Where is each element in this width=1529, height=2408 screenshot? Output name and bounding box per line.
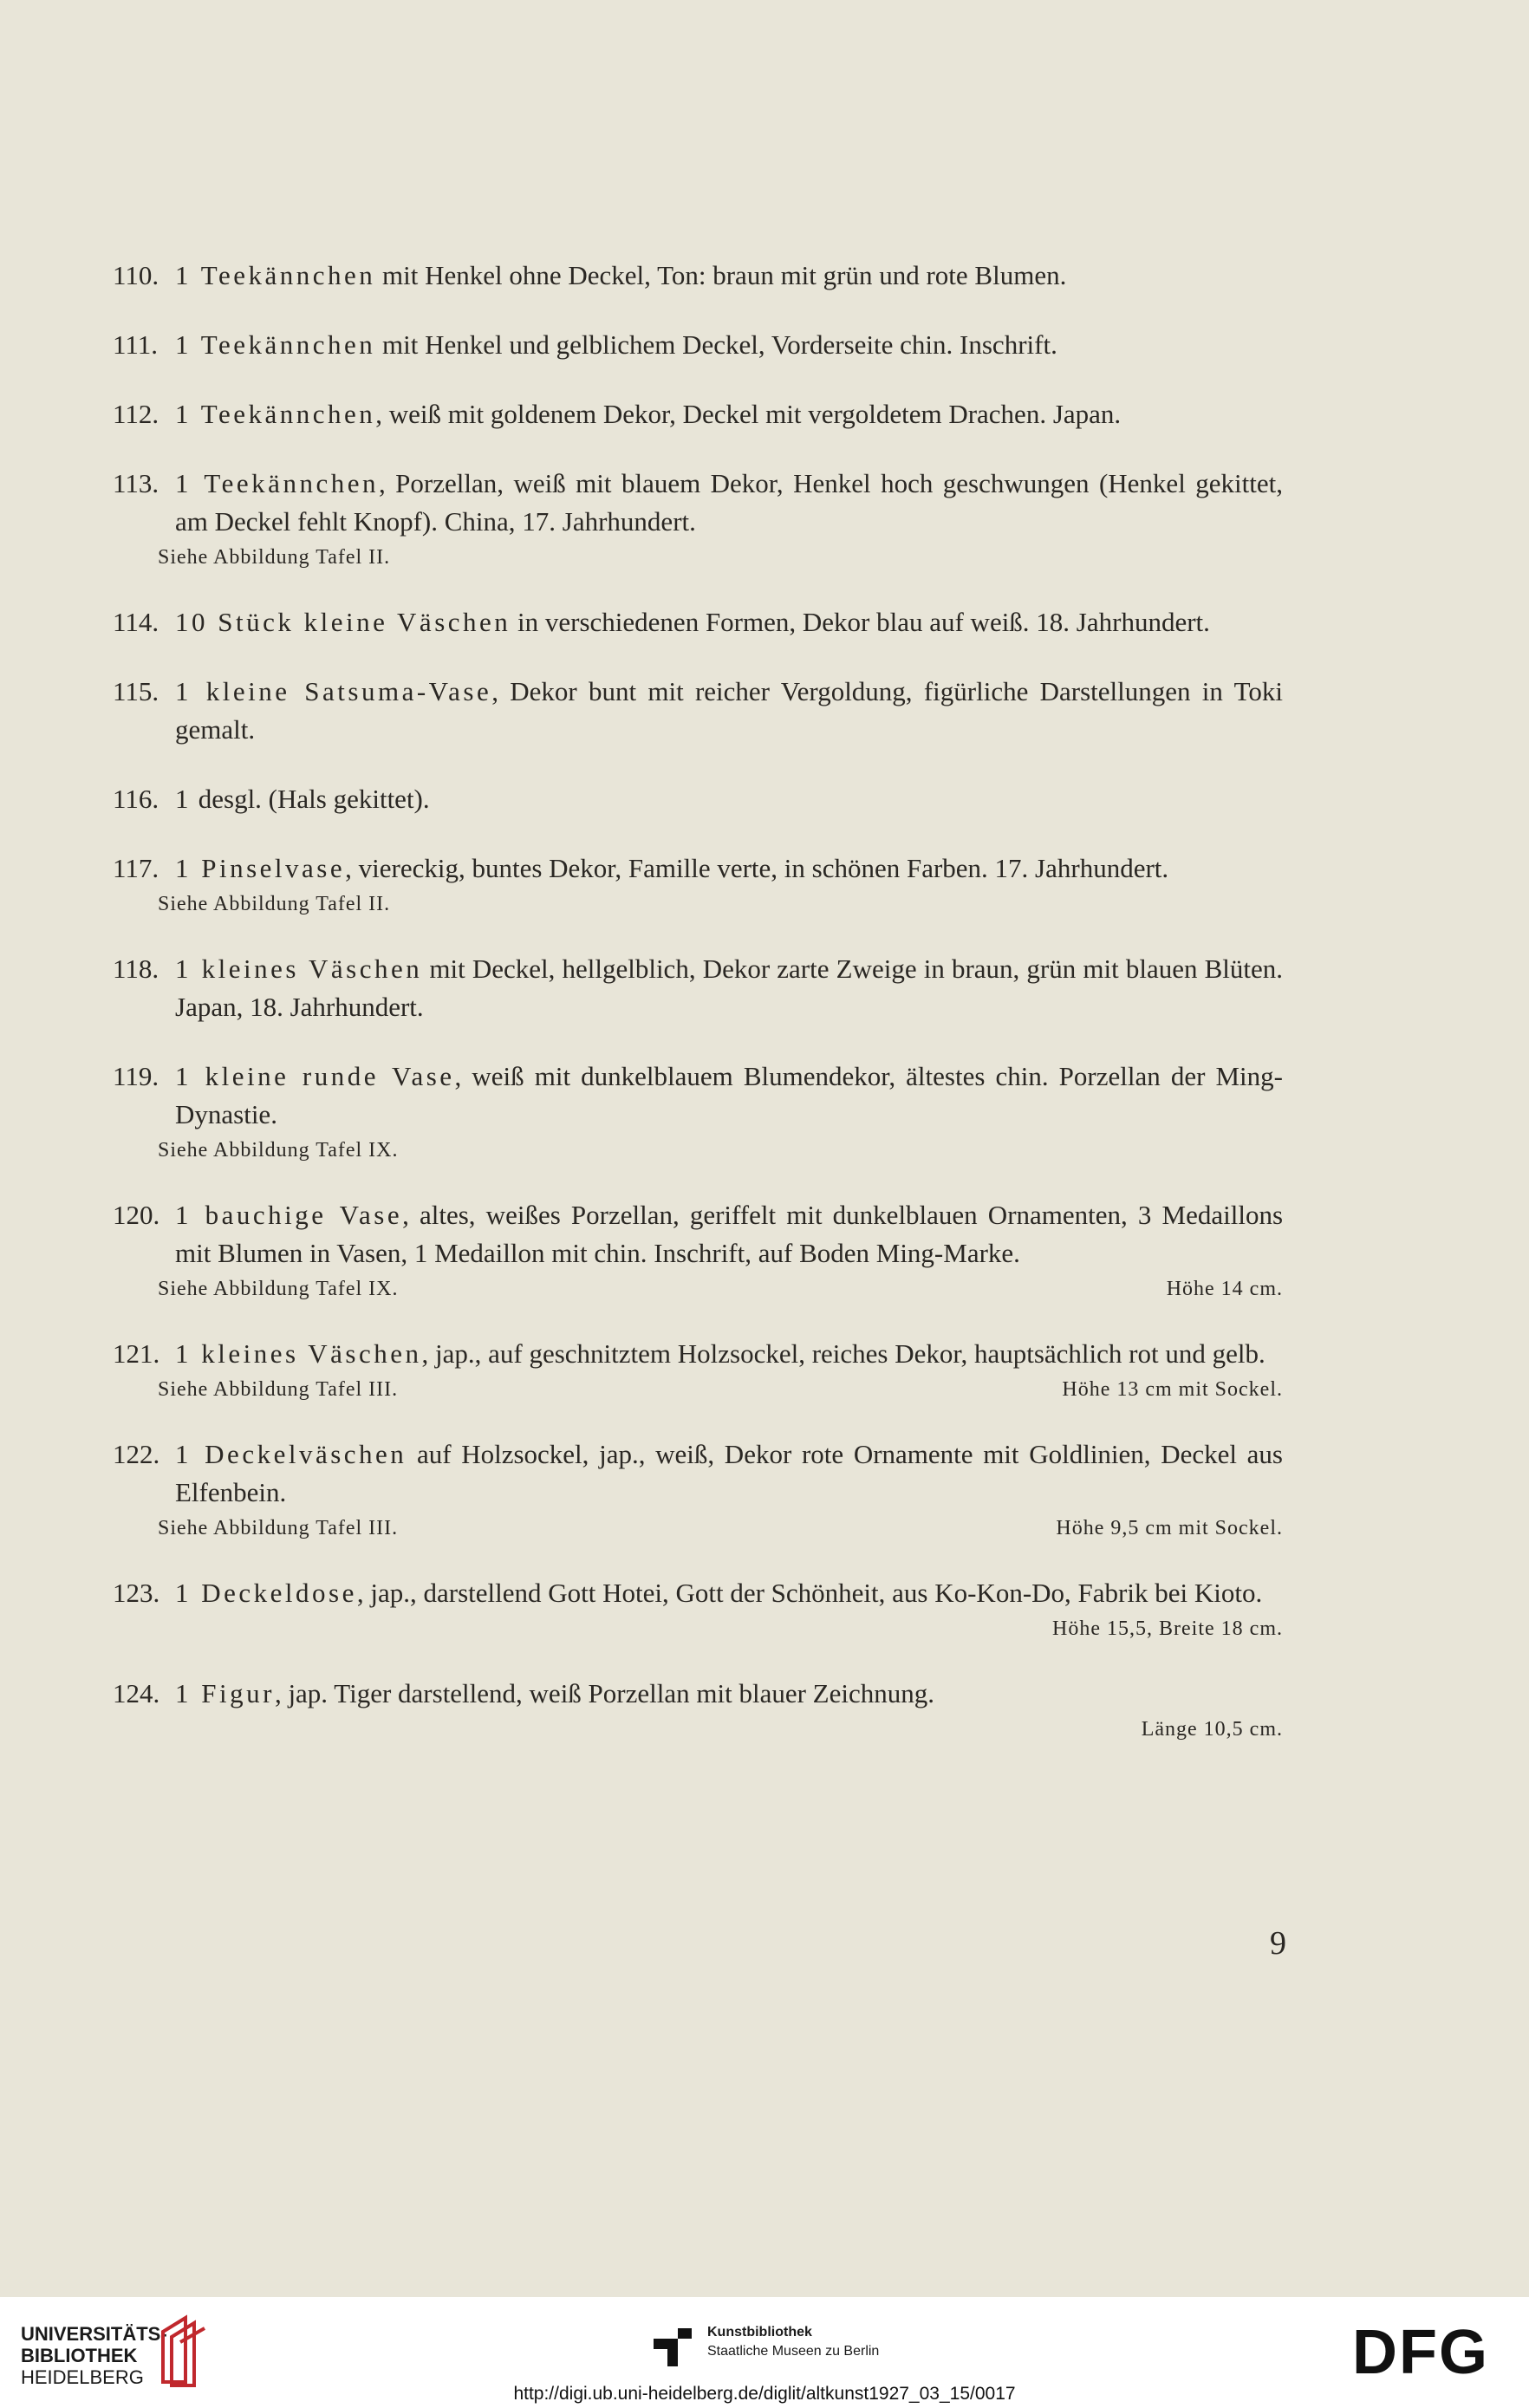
entry-description [175, 1435, 1283, 1512]
entry-lead: 1 bauchige Vase [175, 1200, 403, 1230]
entry-note [158, 1375, 1283, 1404]
entry-lead: 1 Deckelväschen [175, 1439, 407, 1469]
entry-note [158, 889, 1283, 919]
entry-number: 121. [113, 1338, 160, 1369]
catalog-entry [113, 1335, 1283, 1404]
entry-lead: 1 Deckeldose [175, 1578, 357, 1608]
entry-description [175, 395, 1283, 433]
entry-lead: 1 Teekännchen [175, 399, 376, 429]
entry-number: 118. [113, 953, 159, 984]
entry-text: , jap. Tiger darstellend, weiß Porzellan mit blauer Zeichnung. [274, 1678, 934, 1708]
entry-text: auf Holzsockel, jap., weiß, Dekor rote Ornamente mit Goldlinien, Deckel aus Elfenbein. [175, 1439, 1283, 1507]
entry-note [158, 1513, 1283, 1543]
entry-description [175, 673, 1283, 749]
catalog-entry [113, 603, 1283, 641]
dimensions: Höhe 14 cm. [1166, 1278, 1283, 1300]
entry-text: mit Deckel, hellgelblich, Dekor zarte Zweige in braun, grün mit blauen Blüten. Japan, 18. Jahrhundert. [175, 953, 1283, 1022]
entry-lead: 1 [175, 784, 192, 814]
entry-description [175, 1675, 1283, 1713]
entry-number: 113. [113, 468, 159, 498]
illustration-reference: Siehe Abbildung Tafel IX. [158, 1139, 399, 1162]
entry-description [175, 780, 1283, 818]
entry-note [158, 1136, 1283, 1165]
entry-description [175, 326, 1283, 364]
permalink-url[interactable]: http://digi.ub.uni-heidelberg.de/diglit/altkunst1927_03_15/0017 [513, 2384, 1016, 2404]
entry-description [175, 1335, 1283, 1373]
entry-number: 119. [113, 1061, 159, 1091]
entry-text: mit Henkel und gelblichem Deckel, Vorderseite chin. Inschrift. [375, 329, 1057, 360]
entry-lead: 1 Teekännchen [175, 468, 379, 498]
entry-number: 115. [113, 676, 159, 706]
entry-number: 114. [113, 607, 159, 637]
entry-description [175, 603, 1283, 641]
entry-text: , weiß mit goldenem Dekor, Deckel mit vergoldetem Drachen. Japan. [375, 399, 1122, 429]
entry-note [158, 1715, 1283, 1744]
ub-line-3: HEIDELBERG [21, 2366, 144, 2388]
digitization-footer [0, 2297, 1529, 2408]
entry-lead: 1 kleine runde Vase [175, 1061, 455, 1091]
dimensions: Höhe 15,5, Breite 18 cm. [1052, 1617, 1283, 1640]
entry-lead: 1 kleines Väschen [175, 1338, 422, 1369]
kunstbibliothek-label[interactable] [707, 2323, 879, 2361]
entry-text: , jap., darstellend Gott Hotei, Gott der Schönheit, aus Ko-Kon-Do, Fabrik bei Kioto. [356, 1578, 1263, 1608]
dimensions: Länge 10,5 cm. [1141, 1718, 1283, 1741]
catalog-entry [113, 950, 1283, 1026]
entry-text: , jap., auf geschnitztem Holzsockel, reiches Dekor, hauptsächlich rot und gelb. [421, 1338, 1265, 1369]
catalog-entry [113, 326, 1283, 364]
ub-heidelberg-logo-icon[interactable] [151, 2313, 211, 2387]
dimensions: Höhe 13 cm mit Sockel. [1062, 1378, 1283, 1401]
entry-lead: 1 kleine Satsuma-Vase [175, 676, 492, 706]
entry-description [175, 1574, 1283, 1612]
entry-number: 120. [113, 1200, 160, 1230]
entry-description [175, 1196, 1283, 1272]
catalog-entry [113, 1058, 1283, 1165]
entry-note [158, 543, 1283, 572]
entry-text: , viereckig, buntes Dekor, Famille verte, in schönen Farben. 17. Jahrhundert. [345, 853, 1169, 883]
catalog-entry [113, 1574, 1283, 1643]
entry-description [175, 465, 1283, 541]
entry-text: , Dekor bunt mit reicher Vergoldung, figürliche Darstellungen in Toki gemalt. [175, 676, 1283, 745]
entry-number: 124. [113, 1678, 160, 1708]
dfg-logo[interactable]: DFG [1352, 2318, 1489, 2387]
catalog-entry [113, 1675, 1283, 1744]
entry-number: 123. [113, 1578, 160, 1608]
entry-number: 117. [113, 853, 159, 883]
catalog-entries [113, 257, 1283, 1775]
entry-description [175, 950, 1283, 1026]
entry-number: 116. [113, 784, 159, 814]
catalog-entry [113, 1435, 1283, 1543]
entry-number: 112. [113, 399, 159, 429]
catalog-entry [113, 1196, 1283, 1304]
entry-lead: 1 Teekännchen [175, 260, 376, 290]
catalog-entry [113, 673, 1283, 749]
entry-text: desgl. (Hals gekittet). [192, 784, 430, 814]
kunstbibliothek-logo-icon[interactable] [652, 2327, 693, 2368]
entry-note [158, 1614, 1283, 1643]
page-number: 9 [1270, 1925, 1286, 1962]
entry-description [175, 849, 1283, 888]
illustration-reference: Siehe Abbildung Tafel II. [158, 893, 391, 915]
entry-text: , altes, weißes Porzellan, geriffelt mit dunkelblauen Ornamenten, 3 Medaillons mit Blumen in Vasen, 1 Medaillon mit chin. Inschrift, auf Boden Ming-Marke. [175, 1200, 1284, 1268]
ub-line-2: BIBLIOTHEK [21, 2345, 138, 2366]
entry-lead: 1 Teekännchen [175, 329, 376, 360]
entry-text: mit Henkel ohne Deckel, Ton: braun mit grün und rote Blumen. [375, 260, 1067, 290]
ub-line-1: UNIVERSITÄTS- [21, 2323, 167, 2345]
catalog-entry [113, 257, 1283, 295]
entry-number: 111. [113, 329, 158, 360]
catalog-entry [113, 465, 1283, 572]
entry-description [175, 257, 1283, 295]
illustration-reference: Siehe Abbildung Tafel IX. [158, 1278, 399, 1300]
catalog-entry [113, 780, 1283, 818]
entry-text: , Porzellan, weiß mit blauem Dekor, Henkel hoch geschwungen (Henkel gekittet, am Deckel fehlt Knopf). China, 17. Jahrhundert. [175, 468, 1283, 537]
entry-description [175, 1058, 1283, 1134]
entry-lead: 1 kleines Väschen [175, 953, 423, 984]
entry-note [158, 1274, 1283, 1304]
illustration-reference: Siehe Abbildung Tafel III. [158, 1517, 399, 1539]
entry-lead: 10 Stück kleine Väschen [175, 607, 511, 637]
kb-line-1: Kunstbibliothek [707, 2325, 812, 2340]
entry-number: 122. [113, 1439, 160, 1469]
catalog-entry [113, 849, 1283, 919]
illustration-reference: Siehe Abbildung Tafel III. [158, 1378, 399, 1401]
entry-text: in verschiedenen Formen, Dekor blau auf weiß. 18. Jahrhundert. [511, 607, 1210, 637]
dimensions: Höhe 9,5 cm mit Sockel. [1056, 1517, 1283, 1539]
illustration-reference: Siehe Abbildung Tafel II. [158, 546, 391, 569]
kb-line-2: Staatliche Museen zu Berlin [707, 2344, 880, 2359]
ub-heidelberg-label[interactable] [21, 2323, 167, 2388]
entry-lead: 1 Pinselvase [175, 853, 346, 883]
catalog-entry [113, 395, 1283, 433]
entry-number: 110. [113, 260, 159, 290]
entry-lead: 1 Figur [175, 1678, 275, 1708]
entry-text: , weiß mit dunkelblauem Blumendekor, ältestes chin. Porzellan der Ming-Dynastie. [175, 1061, 1283, 1129]
